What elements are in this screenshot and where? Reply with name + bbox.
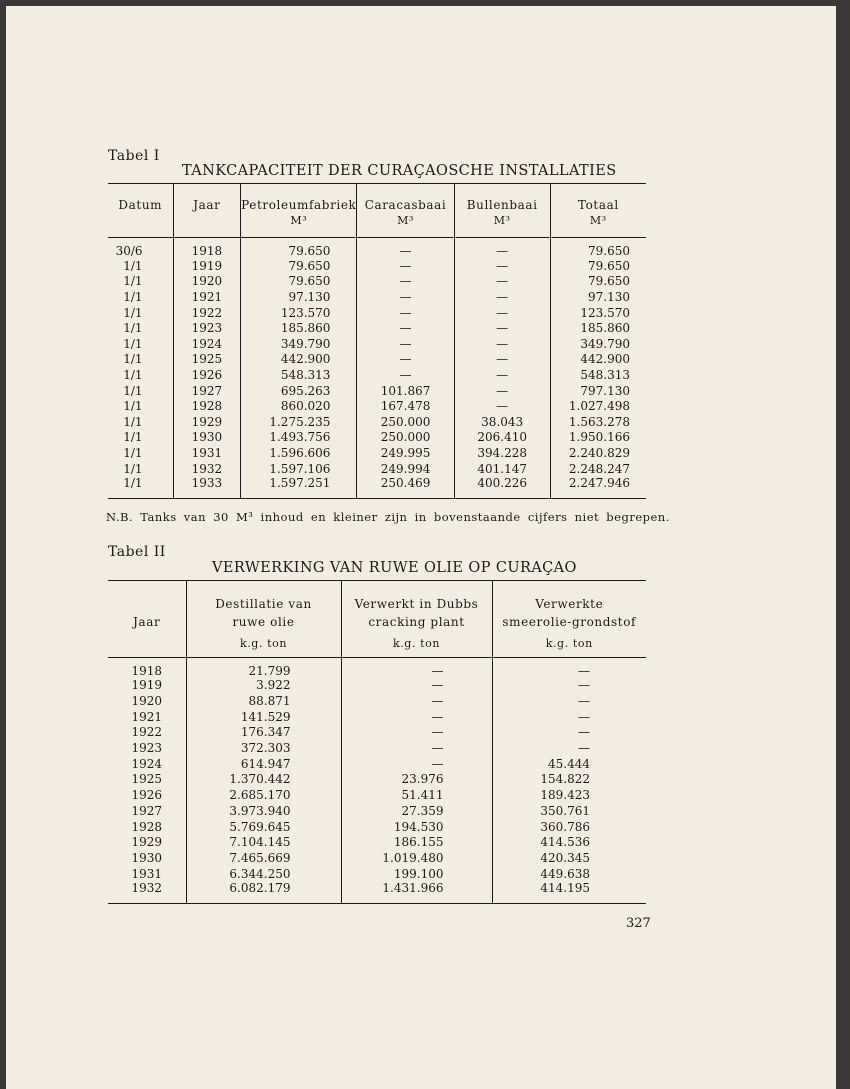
cell-caracasbaai: 249.994 — [357, 461, 454, 477]
cell-jaar: 1921 — [173, 289, 241, 305]
cell-smeerolie: 154.822 — [540, 772, 590, 787]
cell-destillatie: 176.347 — [186, 725, 341, 741]
cell-bullenbaai: — — [454, 398, 550, 414]
cell-datum: 1/1 — [108, 305, 173, 321]
cell-smeerolie: 45.444 — [548, 756, 590, 771]
table-row — [108, 398, 646, 414]
table-row — [108, 414, 646, 430]
table-row — [108, 819, 646, 835]
table-row — [108, 461, 646, 477]
cell-bullenbaai: — — [454, 383, 550, 399]
cell-jaar: 1928 — [108, 819, 186, 835]
cell-caracasbaai: 250.000 — [357, 430, 454, 446]
t2-col-destillatie — [186, 581, 341, 632]
cell-totaal: 2.240.829 — [568, 445, 630, 460]
cell-dubbs: — — [341, 725, 492, 741]
book-page — [6, 6, 836, 1089]
cell-dubbs: 23.976 — [341, 772, 492, 788]
cell-datum: 1/1 — [108, 336, 173, 352]
table-row — [108, 866, 646, 882]
cell-smeerolie: — — [578, 663, 590, 678]
cell-totaal: 797.130 — [580, 383, 630, 398]
cell-jaar: 1920 — [108, 693, 186, 709]
cell-jaar: 1918 — [173, 238, 241, 259]
cell-caracasbaai: — — [357, 258, 454, 274]
cell-datum: 1/1 — [108, 383, 173, 399]
cell-jaar: 1921 — [108, 709, 186, 725]
cell-petroleumfabriek: 1.597.251 — [241, 476, 357, 499]
cell-datum: 1/1 — [108, 289, 173, 305]
cell-dubbs: 186.155 — [341, 834, 492, 850]
cell-petroleumfabriek: 1.275.235 — [241, 414, 357, 430]
cell-jaar: 1925 — [108, 772, 186, 788]
cell-caracasbaai: — — [357, 305, 454, 321]
table-row — [108, 709, 646, 725]
cell-bullenbaai: — — [454, 289, 550, 305]
cell-jaar: 1932 — [173, 461, 241, 477]
cell-destillatie: 2.685.170 — [186, 787, 341, 803]
cell-bullenbaai: — — [454, 320, 550, 336]
cell-destillatie: 3.922 — [186, 678, 341, 694]
t2-col-smeerolie-line2: smeerolie-grondstof — [502, 615, 637, 629]
cell-caracasbaai: — — [357, 352, 454, 368]
table2-title: VERWERKING VAN RUWE OLIE OP CURAÇAO — [212, 560, 577, 576]
table-row — [108, 740, 646, 756]
cell-petroleumfabriek: 548.313 — [241, 367, 357, 383]
cell-smeerolie: — — [578, 725, 590, 740]
table-row — [108, 238, 646, 259]
cell-bullenbaai: — — [454, 352, 550, 368]
table-row — [108, 258, 646, 274]
cell-bullenbaai: — — [454, 305, 550, 321]
cell-petroleumfabriek: 1.596.606 — [241, 445, 357, 461]
cell-bullenbaai: 400.226 — [454, 476, 550, 499]
cell-bullenbaai: 206.410 — [454, 430, 550, 446]
cell-smeerolie: 189.423 — [540, 788, 590, 803]
cell-totaal: 185.860 — [580, 321, 630, 336]
table-row — [108, 834, 646, 850]
cell-bullenbaai: 401.147 — [454, 461, 550, 477]
cell-datum: 30/6 — [108, 238, 173, 259]
cell-jaar: 1928 — [173, 398, 241, 414]
cell-destillatie: 6.344.250 — [186, 866, 341, 882]
cell-bullenbaai: — — [454, 336, 550, 352]
cell-jaar: 1922 — [173, 305, 241, 321]
cell-jaar: 1920 — [173, 274, 241, 290]
cell-jaar: 1927 — [173, 383, 241, 399]
cell-totaal: 442.900 — [580, 352, 630, 367]
table-row — [108, 305, 646, 321]
cell-bullenbaai: — — [454, 238, 550, 259]
cell-jaar: 1932 — [108, 881, 186, 904]
cell-jaar: 1922 — [108, 725, 186, 741]
cell-destillatie: 3.973.940 — [186, 803, 341, 819]
table-row — [108, 289, 646, 305]
cell-petroleumfabriek: 860.020 — [241, 398, 357, 414]
cell-caracasbaai: 167.478 — [357, 398, 454, 414]
cell-caracasbaai: 250.469 — [357, 476, 454, 499]
table-row — [108, 725, 646, 741]
cell-dubbs: — — [341, 709, 492, 725]
table-row — [108, 320, 646, 336]
table-row — [108, 430, 646, 446]
cell-caracasbaai: — — [357, 336, 454, 352]
cell-caracasbaai: 249.995 — [357, 445, 454, 461]
cell-datum: 1/1 — [108, 367, 173, 383]
table2-crude-oil-processing — [108, 580, 646, 904]
cell-totaal: 548.313 — [580, 367, 630, 382]
t1-col-jaar: Jaar — [173, 184, 241, 214]
cell-destillatie: 614.947 — [186, 756, 341, 772]
t2-col-destillatie-line1: Destillatie van — [215, 597, 312, 611]
cell-jaar: 1927 — [108, 803, 186, 819]
t2-col-smeerolie-line1: Verwerkte — [535, 597, 604, 611]
cell-totaal: 79.650 — [588, 244, 630, 258]
cell-totaal: 1.950.166 — [568, 430, 630, 445]
cell-totaal: 1.027.498 — [568, 399, 630, 414]
cell-dubbs: — — [341, 756, 492, 772]
cell-totaal: 123.570 — [580, 305, 630, 320]
t2-unit-kgton: k.g. ton — [186, 631, 341, 657]
cell-jaar: 1930 — [173, 430, 241, 446]
cell-destillatie: 1.370.442 — [186, 772, 341, 788]
table-row — [108, 352, 646, 368]
table1-title: TANKCAPACITEIT DER CURAÇAOSCHE INSTALLATIES — [182, 163, 617, 179]
table-row — [108, 383, 646, 399]
cell-jaar: 1926 — [173, 367, 241, 383]
cell-destillatie: 141.529 — [186, 709, 341, 725]
cell-bullenbaai: — — [454, 258, 550, 274]
cell-jaar: 1919 — [173, 258, 241, 274]
cell-smeerolie: 414.536 — [540, 835, 590, 850]
table-row — [108, 850, 646, 866]
cell-destillatie: 6.082.179 — [186, 881, 341, 904]
cell-jaar: 1925 — [173, 352, 241, 368]
t1-unit-m3: M³ — [589, 213, 607, 227]
cell-smeerolie: 449.638 — [540, 866, 590, 881]
cell-dubbs: 194.530 — [341, 819, 492, 835]
cell-dubbs: 199.100 — [341, 866, 492, 882]
cell-caracasbaai: — — [357, 367, 454, 383]
t1-unit-m3: M³ — [454, 214, 550, 238]
cell-totaal: 1.563.278 — [568, 414, 630, 429]
t1-unit — [108, 214, 173, 238]
cell-petroleumfabriek: 442.900 — [241, 352, 357, 368]
cell-dubbs: 1.431.966 — [341, 881, 492, 904]
cell-datum: 1/1 — [108, 274, 173, 290]
table-row — [108, 367, 646, 383]
t1-col-petroleumfabriek: Petroleumfabriek — [241, 184, 357, 214]
t1-col-bullenbaai: Bullenbaai — [454, 184, 550, 214]
cell-petroleumfabriek: 1.597.106 — [241, 461, 357, 477]
t1-unit-m3: M³ — [357, 214, 454, 238]
cell-jaar: 1933 — [173, 476, 241, 499]
cell-datum: 1/1 — [108, 320, 173, 336]
cell-smeerolie: — — [578, 694, 590, 709]
cell-bullenbaai: — — [454, 274, 550, 290]
cell-smeerolie: — — [578, 741, 590, 756]
cell-jaar: 1924 — [173, 336, 241, 352]
cell-jaar: 1929 — [173, 414, 241, 430]
t2-col-smeerolie — [492, 581, 646, 632]
cell-smeerolie: — — [578, 678, 590, 693]
cell-totaal: 2.248.247 — [568, 461, 630, 476]
t2-unit-kgton: k.g. ton — [341, 631, 492, 657]
cell-destillatie: 7.104.145 — [186, 834, 341, 850]
cell-destillatie: 7.465.669 — [186, 850, 341, 866]
cell-dubbs: — — [341, 693, 492, 709]
cell-datum: 1/1 — [108, 461, 173, 477]
page-number: 327 — [626, 916, 651, 931]
t2-col-dubbs — [341, 581, 492, 632]
cell-petroleumfabriek: 123.570 — [241, 305, 357, 321]
cell-jaar: 1918 — [108, 657, 186, 678]
cell-destillatie: 21.799 — [186, 657, 341, 678]
cell-jaar: 1924 — [108, 756, 186, 772]
cell-dubbs: 27.359 — [341, 803, 492, 819]
cell-datum: 1/1 — [108, 414, 173, 430]
cell-petroleumfabriek: 349.790 — [241, 336, 357, 352]
cell-datum: 1/1 — [108, 258, 173, 274]
cell-jaar: 1931 — [108, 866, 186, 882]
cell-datum: 1/1 — [108, 352, 173, 368]
cell-destillatie: 5.769.645 — [186, 819, 341, 835]
cell-bullenbaai: 394.228 — [454, 445, 550, 461]
cell-datum: 1/1 — [108, 430, 173, 446]
cell-datum: 1/1 — [108, 398, 173, 414]
table-row — [108, 445, 646, 461]
t2-col-dubbs-line2: cracking plant — [368, 615, 465, 629]
table2-label: Tabel II — [108, 544, 166, 560]
cell-dubbs: 51.411 — [341, 787, 492, 803]
cell-petroleumfabriek: 695.263 — [241, 383, 357, 399]
table-row — [108, 476, 646, 499]
t2-unit-kgton: k.g. ton — [545, 637, 593, 650]
cell-totaal: 2.247.946 — [568, 476, 630, 491]
cell-totaal: 349.790 — [580, 336, 630, 351]
t2-col-destillatie-line2: ruwe olie — [232, 615, 295, 629]
cell-totaal: 79.650 — [588, 274, 630, 289]
cell-petroleumfabriek: 97.130 — [241, 289, 357, 305]
cell-jaar: 1919 — [108, 678, 186, 694]
table1-label: Tabel I — [108, 148, 160, 164]
cell-destillatie: 88.871 — [186, 693, 341, 709]
cell-caracasbaai: — — [357, 289, 454, 305]
cell-totaal: 97.130 — [588, 289, 630, 304]
cell-caracasbaai: 250.000 — [357, 414, 454, 430]
cell-caracasbaai: — — [357, 274, 454, 290]
cell-jaar: 1926 — [108, 787, 186, 803]
cell-caracasbaai: — — [357, 320, 454, 336]
cell-datum: 1/1 — [108, 476, 173, 499]
table1-tank-capacity — [108, 183, 646, 499]
cell-destillatie: 372.303 — [186, 740, 341, 756]
table-row — [108, 756, 646, 772]
table-row — [108, 336, 646, 352]
cell-bullenbaai: — — [454, 367, 550, 383]
table1-footnote: N.B. Tanks van 30 M³ inhoud en kleiner zijn in bovenstaande cijfers niet begrepen. — [106, 510, 670, 524]
cell-dubbs: — — [341, 657, 492, 678]
cell-smeerolie: 360.786 — [540, 819, 590, 834]
t1-col-totaal: Totaal — [577, 198, 619, 212]
cell-caracasbaai: 101.867 — [357, 383, 454, 399]
table-row — [108, 274, 646, 290]
cell-dubbs: — — [341, 740, 492, 756]
cell-jaar: 1929 — [108, 834, 186, 850]
table-row — [108, 787, 646, 803]
cell-petroleumfabriek: 79.650 — [241, 274, 357, 290]
t1-col-caracasbaai: Caracasbaai — [357, 184, 454, 214]
cell-petroleumfabriek: 1.493.756 — [241, 430, 357, 446]
cell-dubbs: 1.019.480 — [341, 850, 492, 866]
table-row — [108, 693, 646, 709]
cell-smeerolie: 414.195 — [540, 881, 590, 896]
table-row — [108, 881, 646, 904]
cell-jaar: 1923 — [108, 740, 186, 756]
t1-unit — [173, 214, 241, 238]
cell-smeerolie: 350.761 — [540, 803, 590, 818]
cell-totaal: 79.650 — [588, 258, 630, 273]
cell-petroleumfabriek: 79.650 — [241, 258, 357, 274]
cell-petroleumfabriek: 79.650 — [241, 238, 357, 259]
cell-dubbs: — — [341, 678, 492, 694]
t1-unit-m3: M³ — [241, 214, 357, 238]
cell-jaar: 1931 — [173, 445, 241, 461]
cell-bullenbaai: 38.043 — [454, 414, 550, 430]
table-row — [108, 657, 646, 678]
cell-datum: 1/1 — [108, 445, 173, 461]
cell-smeerolie: — — [578, 709, 590, 724]
t2-col-jaar: Jaar — [108, 581, 186, 658]
cell-jaar: 1923 — [173, 320, 241, 336]
table-row — [108, 678, 646, 694]
cell-caracasbaai: — — [357, 238, 454, 259]
cell-petroleumfabriek: 185.860 — [241, 320, 357, 336]
t2-col-dubbs-line1: Verwerkt in Dubbs — [354, 597, 479, 611]
cell-smeerolie: 420.345 — [540, 850, 590, 865]
t1-col-datum: Datum — [108, 184, 173, 214]
table-row — [108, 803, 646, 819]
table-row — [108, 772, 646, 788]
cell-jaar: 1930 — [108, 850, 186, 866]
